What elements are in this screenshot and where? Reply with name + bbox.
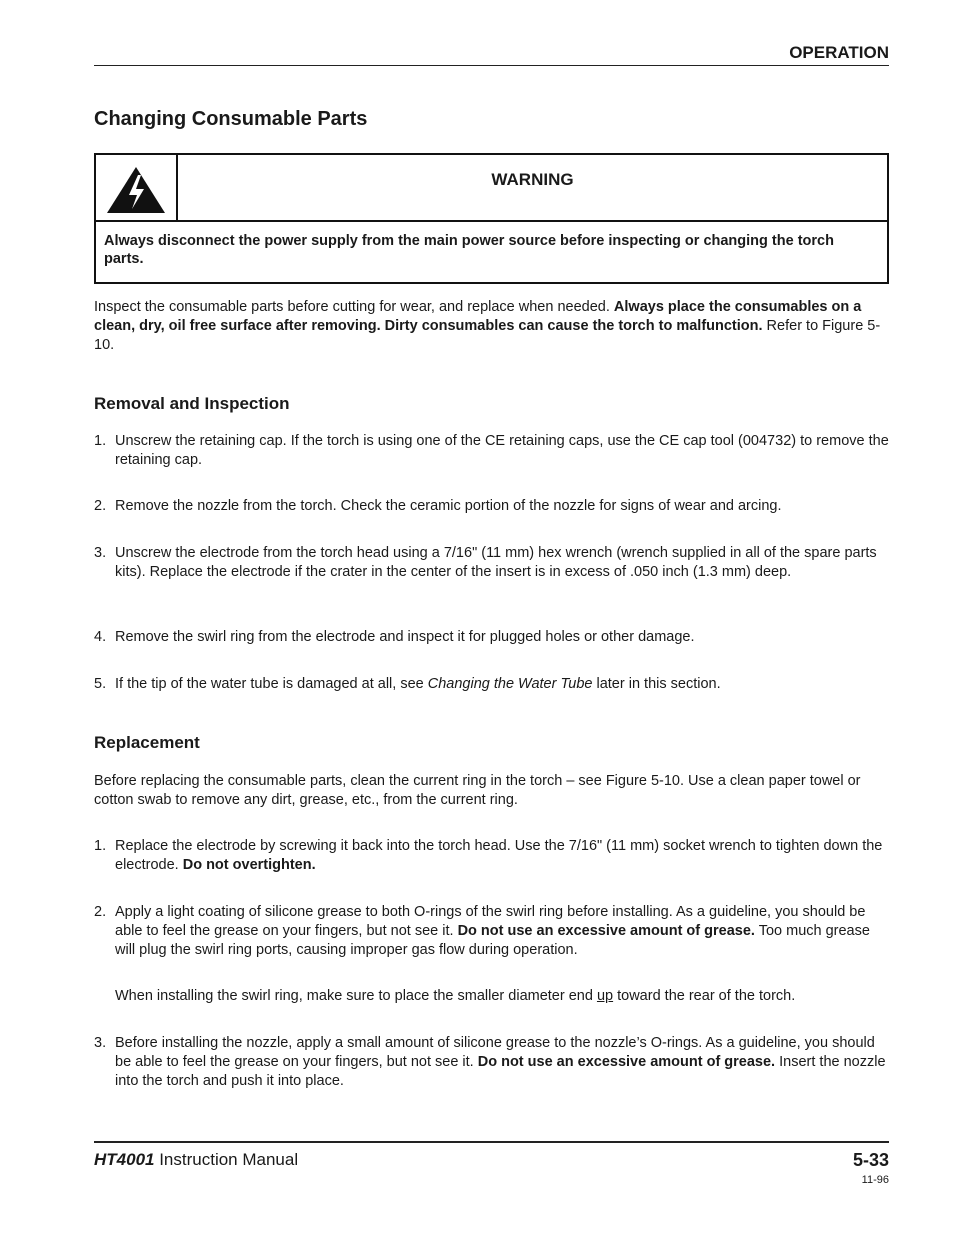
- step-text: [115, 837, 889, 875]
- page-number: 5-33: [852, 1150, 889, 1170]
- step-text-end: Insert the nozzle into the torch and push it into place.: [115, 1054, 886, 1089]
- removal-heading: Removal and Inspection: [94, 394, 290, 413]
- step-number: 2.: [94, 904, 107, 920]
- step-number: 5.: [94, 676, 107, 692]
- step-text-start: Apply a light coating of silicone grease to both O-rings of the swirl ring before installing. As a guideline, you should be able to feel the grease on your fingers, but not see it.: [115, 904, 866, 939]
- electric-hazard-icon: [96, 155, 176, 220]
- removal-step-3: [94, 544, 889, 582]
- replacement-heading: Replacement: [94, 733, 200, 752]
- warning-heading: WARNING: [491, 170, 574, 189]
- header-rule: [94, 65, 889, 66]
- warning-box: [94, 153, 889, 284]
- step-text-end: later in this section.: [592, 676, 721, 692]
- removal-step-1: [94, 432, 889, 470]
- warning-icon-cell: [96, 155, 178, 220]
- intro-reference: Refer to Figure 5-10.: [94, 318, 881, 353]
- note-text-end: toward the rear of the torch.: [613, 988, 796, 1004]
- step-number: 2.: [94, 498, 107, 514]
- step-caution: Do not use an excessive amount of grease.: [457, 923, 755, 939]
- section-reference: Changing the Water Tube: [427, 676, 593, 692]
- replacement-step-1: [94, 837, 889, 875]
- replacement-step-3: [94, 1034, 889, 1091]
- replacement-step-2: [94, 903, 889, 960]
- note-emphasis: up: [596, 988, 614, 1004]
- step-text-start: If the tip of the water tube is damaged at all, see: [115, 676, 428, 692]
- section-header: OPERATION: [789, 43, 889, 62]
- revision-date: 11-96: [861, 1174, 889, 1186]
- step-text-start: Before installing the nozzle, apply a small amount of silicone grease to the nozzle’s O-rings. As a guideline, you should be able to feel the grease on your fingers, but not see it.: [115, 1035, 875, 1070]
- step-number: 4.: [94, 629, 107, 645]
- step-number: 1.: [94, 838, 107, 854]
- warning-divider: [96, 220, 887, 222]
- step-text: [115, 675, 889, 694]
- step-text: Remove the swirl ring from the electrode and inspect it for plugged holes or other damage.: [115, 629, 695, 645]
- intro-bold-text: Always place the consumables on a clean, dry, oil free surface after removing. Dirty consumables can cause the torch to malfunction.: [94, 299, 862, 334]
- removal-step-5: [94, 675, 889, 694]
- replacement-intro: Before replacing the consumable parts, clean the current ring in the torch – see Figure 5-10. Use a clean paper towel or cotton swab to remove any dirt, grease, etc., from the current ring.: [94, 773, 861, 808]
- step-caution: Do not overtighten.: [182, 857, 316, 873]
- step-text: Unscrew the retaining cap. If the torch is using one of the CE retaining caps, use the CE cap tool (004732) to remove the retaining cap.: [115, 433, 889, 468]
- replacement-step-2-note: [94, 987, 889, 1006]
- intro-text: Inspect the consumable parts before cutting for wear, and replace when needed.: [94, 299, 614, 315]
- step-number: 1.: [94, 433, 107, 449]
- step-number: 3.: [94, 545, 107, 561]
- removal-step-2: [94, 497, 889, 516]
- removal-step-4: [94, 628, 889, 647]
- manual-label: Instruction Manual: [154, 1150, 299, 1169]
- step-number: 3.: [94, 1035, 107, 1051]
- page-title: Changing Consumable Parts: [94, 108, 368, 130]
- footer-manual-title: [94, 1150, 298, 1170]
- step-text: [115, 1034, 889, 1091]
- step-text: Remove the nozzle from the torch. Check the ceramic portion of the nozzle for signs of wear and arcing.: [115, 498, 782, 514]
- step-text: Unscrew the electrode from the torch head using a 7/16" (11 mm) hex wrench (wrench supplied in all of the spare parts kits). Replace the electrode if the crater in the center of the insert is in excess of .050 inch (1.3 mm) deep.: [115, 545, 877, 580]
- warning-text: Always disconnect the power supply from the main power source before inspecting or changing the torch parts.: [104, 233, 834, 267]
- step-text-end: Too much grease will plug the swirl ring ports, causing improper gas flow during operation.: [115, 923, 870, 958]
- note-text: [115, 987, 889, 1006]
- model-name: HT4001: [94, 1150, 155, 1169]
- footer-rule: [94, 1141, 889, 1143]
- intro-paragraph: [94, 298, 889, 355]
- step-text-start: Replace the electrode by screwing it back into the torch head. Use the 7/16" (11 mm) socket wrench to tighten down the electrode.: [115, 838, 883, 873]
- note-text-start: When installing the swirl ring, make sure to place the smaller diameter end: [115, 988, 597, 1004]
- step-caution: Do not use an excessive amount of grease.: [477, 1054, 776, 1070]
- warning-heading-cell: [178, 155, 887, 220]
- step-text: [115, 903, 889, 960]
